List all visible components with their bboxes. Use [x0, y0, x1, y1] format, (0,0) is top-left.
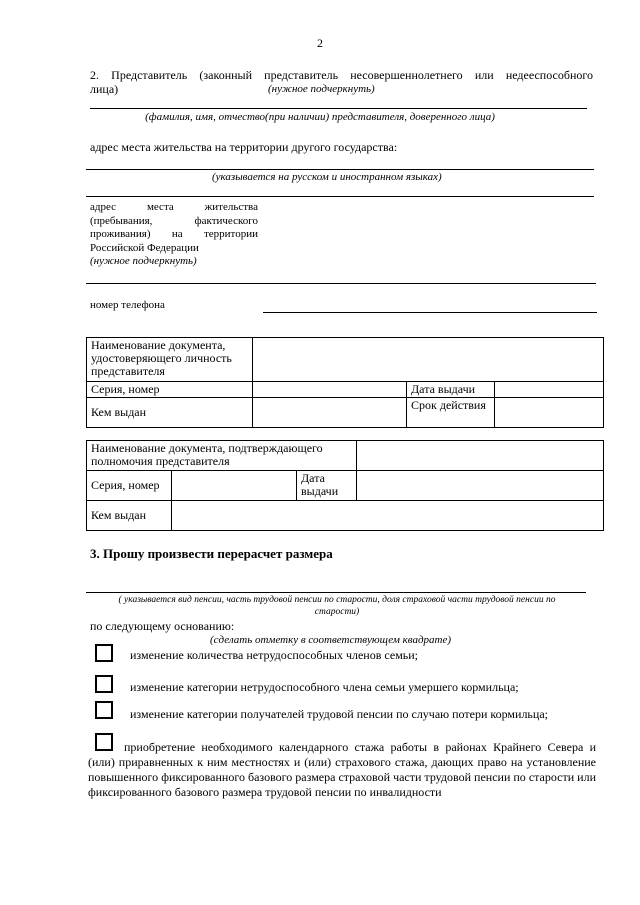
id-series-label: Серия, номер — [87, 382, 253, 398]
basis-label: по следующему основанию: — [90, 619, 235, 633]
option-label-2: изменение категории нетрудоспособного члена семьи умершего кормильца; — [130, 680, 519, 694]
rf-address-line-4: Российской Федерации — [90, 241, 199, 254]
authority-document-table — [86, 440, 604, 531]
id-doc-name-label: Наименование документа, удостоверяющего личность представителя — [87, 338, 253, 382]
rf-address-line-1: адрес места жительства — [90, 201, 258, 213]
id-series-field[interactable] — [253, 382, 407, 398]
foreign-address-line[interactable] — [86, 169, 594, 170]
foreign-address-caption: (указывается на русском и иностранном языках) — [212, 171, 442, 183]
option-label-4: приобретение необходимого календарного стажа работы в районах Крайнего Севера и (или) приравненных к ним местностях и (или) страхового стажа, дающих право на установление повышенного фиксированного базового размера страховой части трудовой пенсии по старости или фиксированного базового размера трудовой пенсии по инвалидности — [88, 740, 596, 799]
option-label-3: изменение категории получателей трудовой пенсии по случаю потери кормильца; — [130, 707, 548, 721]
id-issued-by-label: Кем выдан — [87, 398, 253, 428]
section3-title: 3. Прошу произвести перерасчет размера — [90, 546, 333, 561]
fio-caption: (фамилия, имя, отчество(при наличии) представителя, доверенного лица) — [145, 111, 495, 123]
phone-label: номер телефона — [90, 299, 165, 311]
authority-series-label: Серия, номер — [87, 471, 172, 501]
id-doc-name-field[interactable] — [253, 338, 604, 382]
rf-address-hint: (нужное подчеркнуть) — [90, 255, 197, 267]
option-checkbox-3[interactable] — [95, 701, 113, 719]
rf-address-line-3: проживания) на территории — [90, 228, 258, 240]
section2-title-cont: лица) — [90, 82, 119, 96]
pension-caption-line-2: старости) — [314, 607, 360, 617]
foreign-address-label: адрес места жительства на территории другого государства: — [90, 140, 398, 154]
authority-issued-by-field[interactable] — [172, 501, 604, 531]
pension-caption — [86, 594, 588, 618]
id-issue-date-label: Дата выдачи — [407, 382, 495, 398]
option-label-1: изменение количества нетрудоспособных членов семьи; — [130, 648, 419, 662]
authority-series-field[interactable] — [172, 471, 297, 501]
authority-issued-by-label: Кем выдан — [87, 501, 172, 531]
authority-doc-name-field[interactable] — [357, 441, 604, 471]
authority-issue-date-label: Дата выдачи — [297, 471, 357, 501]
phone-line[interactable] — [263, 312, 597, 313]
foreign-address-line-2[interactable] — [86, 196, 594, 197]
pension-type-line[interactable] — [86, 592, 586, 593]
id-issue-date-field[interactable] — [495, 382, 604, 398]
rf-address-line[interactable] — [86, 283, 596, 284]
id-document-table — [86, 337, 604, 428]
rf-address-line-2: (пребывания, фактического — [90, 214, 258, 227]
id-validity-field[interactable] — [495, 398, 604, 428]
option-checkbox-1[interactable] — [95, 644, 113, 662]
pension-caption-line-1: ( указывается вид пенсии, часть трудовой пенсии по старости, доля страховой части трудовой пенсии по — [118, 595, 556, 605]
page-number: 2 — [317, 36, 323, 50]
option-checkbox-2[interactable] — [95, 675, 113, 693]
section2-title: 2. Представитель (законный представитель несовершеннолетнего или недееспособного — [90, 68, 593, 82]
basis-hint: (сделать отметку в соответствующем квадрате) — [210, 634, 452, 646]
representative-fio-line[interactable] — [90, 108, 587, 109]
id-validity-label: Срок действия — [407, 398, 495, 428]
authority-doc-name-label: Наименование документа, подтверждающего полномочия представителя — [87, 441, 357, 471]
section2-underline-hint: (нужное подчеркнуть) — [268, 83, 375, 95]
id-issued-by-field[interactable] — [253, 398, 407, 428]
rf-address-label — [90, 201, 258, 269]
authority-issue-date-field[interactable] — [357, 471, 604, 501]
